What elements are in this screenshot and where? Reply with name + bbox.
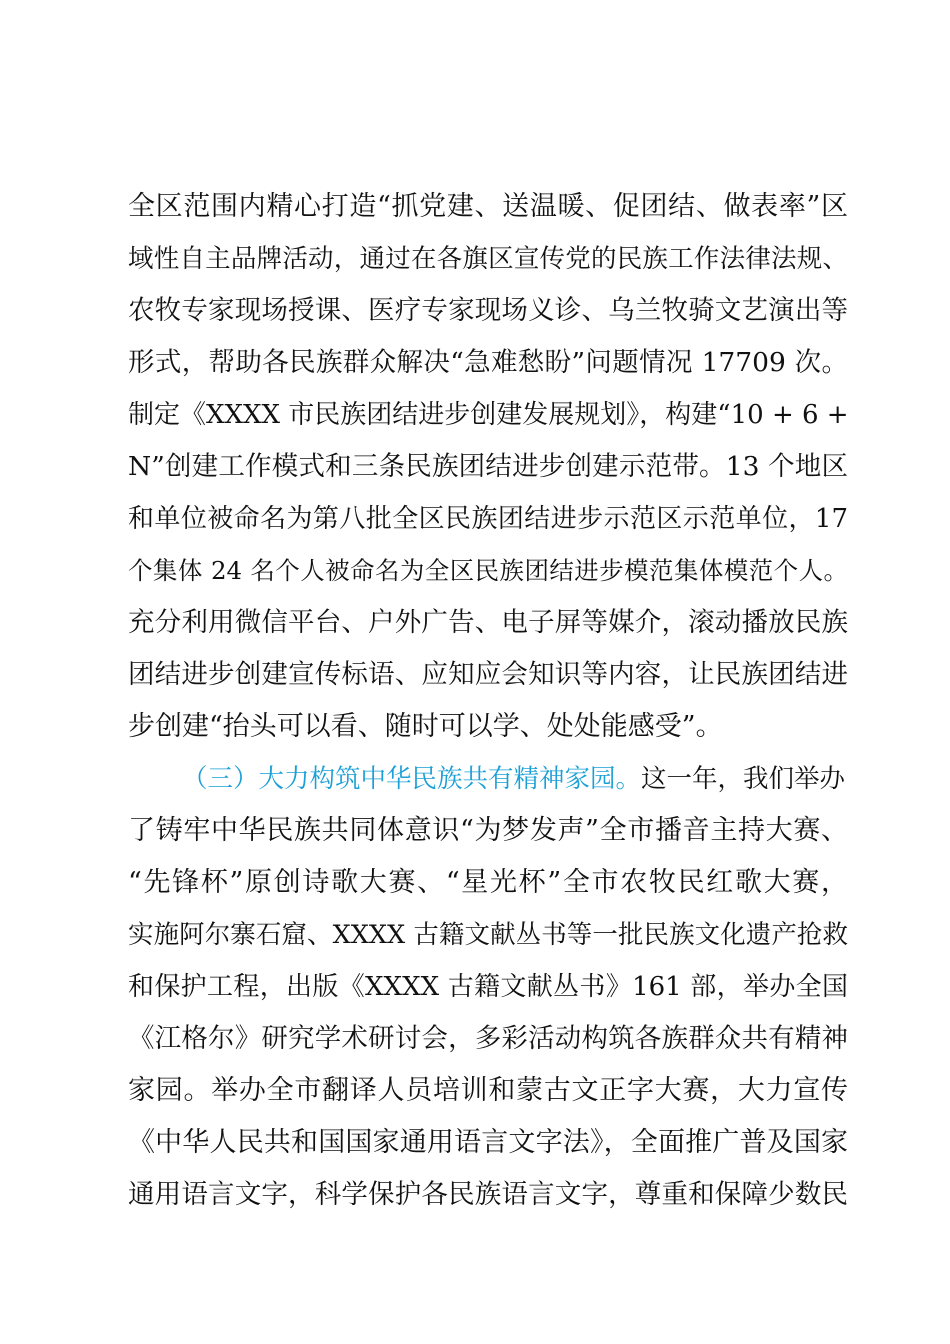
paragraph-line: 制定《XXXX 市民族团结进步创建发展规划》，构建“10 + 6 + [128, 400, 849, 430]
paragraph-line: 个集体 24 名个人被命名为全区民族团结进步模范集体模范个人。 [128, 556, 848, 585]
document-body [128, 181, 848, 1221]
section-heading-line [128, 753, 848, 805]
paragraph-line: 全区范围内精心打造“抓党建、送温暖、促团结、做表率”区 [128, 191, 848, 222]
paragraph-line: 《中华人民共和国国家通用语言文字法》，全面推广普及国家 [128, 1127, 848, 1158]
paragraph-line: 《江格尔》研究学术研讨会，多彩活动构筑各族群众共有精神 [128, 1023, 848, 1054]
paragraph-line: 家园。举办全市翻译人员培训和蒙古文正字大赛，大力宣传 [128, 1075, 848, 1106]
paragraph-line: 域性自主品牌活动，通过在各旗区宣传党的民族工作法律法规、 [128, 244, 848, 274]
section-heading: （三）大力构筑中华民族共有精神家园。 [182, 764, 642, 794]
paragraph-line: 和单位被命名为第八批全区民族团结进步示范区示范单位，17 [128, 504, 848, 534]
section-lead-text: 这一年，我们举办 [641, 764, 846, 794]
paragraph-line: 和保护工程，出版《XXXX 古籍文献丛书》161 部，举办全国 [128, 972, 848, 1002]
paragraph-line: 形式，帮助各民族群众解决“急难愁盼”问题情况 17709 次。 [128, 347, 848, 378]
paragraph-line: “先锋杯”原创诗歌大赛、“星光杯”全市农牧民红歌大赛， [128, 867, 848, 898]
paragraph-line: N”创建工作模式和三条民族团结进步创建示范带。13 个地区 [128, 451, 848, 482]
paragraph-line: 通用语言文字，科学保护各民族语言文字，尊重和保障少数民 [128, 1179, 848, 1210]
paragraph-line: 农牧专家现场授课、医疗专家现场义诊、乌兰牧骑文艺演出等 [128, 295, 848, 326]
paragraph-line: 团结进步创建宣传标语、应知应会知识等内容，让民族团结进 [128, 659, 848, 690]
paragraph-line: 实施阿尔寨石窟、XXXX 古籍文献丛书等一批民族文化遗产抢救 [128, 920, 848, 950]
paragraph-line: 了铸牢中华民族共同体意识“为梦发声”全市播音主持大赛、 [128, 815, 848, 846]
paragraph-line: 步创建“抬头可以看、随时可以学、处处能感受”。 [128, 711, 723, 742]
paragraph-line: 充分利用微信平台、户外广告、电子屏等媒介，滚动播放民族 [128, 607, 848, 638]
